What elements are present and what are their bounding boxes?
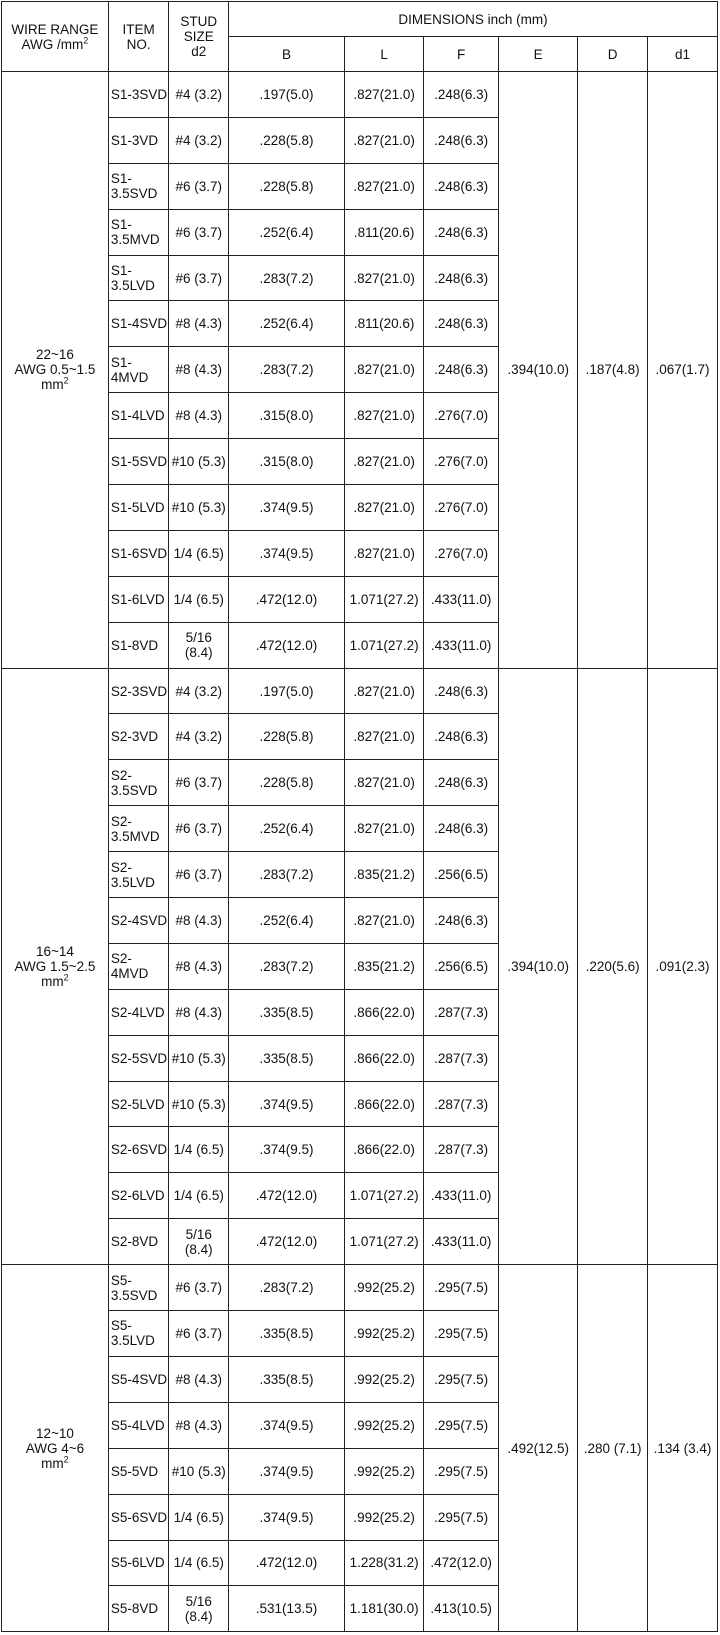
header-col-l: L bbox=[345, 37, 424, 72]
stud-size-cell: 1/4 (6.5) bbox=[169, 1173, 229, 1219]
stud-size-cell: 1/4 (6.5) bbox=[169, 1494, 229, 1540]
header-wire-range-unit: AWG /mm bbox=[21, 36, 84, 52]
dim-l-cell: .827(21.0) bbox=[345, 530, 424, 576]
stud-size-cell: 5/16 (8.4) bbox=[169, 622, 229, 668]
stud-size-cell: #10 (5.3) bbox=[169, 1448, 229, 1494]
dim-f-cell: .287(7.3) bbox=[424, 1127, 499, 1173]
dim-b-cell: .472(12.0) bbox=[229, 1219, 345, 1265]
dim-e-cell: .492(12.5) bbox=[499, 1265, 578, 1632]
stud-size-cell: #10 (5.3) bbox=[169, 485, 229, 531]
wire-range-unit: mm bbox=[41, 377, 64, 393]
stud-size-cell: #8 (4.3) bbox=[169, 393, 229, 439]
dim-b-cell: .252(6.4) bbox=[229, 301, 345, 347]
item-no-cell: S2-3.5LVD bbox=[108, 852, 169, 898]
dim-l-cell: .992(25.2) bbox=[345, 1448, 424, 1494]
item-no-cell: S1-4MVD bbox=[108, 347, 169, 393]
stud-size-cell: 1/4 (6.5) bbox=[169, 1540, 229, 1586]
dim-b-cell: .374(9.5) bbox=[229, 1402, 345, 1448]
wire-range-awg: 22~16 bbox=[35, 347, 74, 363]
stud-size-cell: #8 (4.3) bbox=[169, 301, 229, 347]
dim-f-cell: .295(7.5) bbox=[424, 1448, 499, 1494]
dim-d-cell: .187(4.8) bbox=[578, 72, 648, 669]
stud-size-cell: #10 (5.3) bbox=[169, 439, 229, 485]
table-row bbox=[2, 72, 718, 118]
dim-b-cell: .531(13.5) bbox=[229, 1586, 345, 1632]
dim-l-cell: .827(21.0) bbox=[345, 163, 424, 209]
item-no-cell: S2-4MVD bbox=[108, 943, 169, 989]
header-col-d1: d1 bbox=[648, 37, 718, 72]
dim-b-cell: .283(7.2) bbox=[229, 255, 345, 301]
item-no-cell: S1-5LVD bbox=[108, 485, 169, 531]
dim-l-cell: .827(21.0) bbox=[345, 760, 424, 806]
header-wire-range-label: WIRE RANGE bbox=[11, 21, 99, 37]
stud-size-cell: #6 (3.7) bbox=[169, 255, 229, 301]
item-no-cell: S2-6LVD bbox=[108, 1173, 169, 1219]
dim-b-cell: .335(8.5) bbox=[229, 989, 345, 1035]
dim-l-cell: .866(22.0) bbox=[345, 1127, 424, 1173]
wire-range-unit-sup: 2 bbox=[63, 1454, 69, 1465]
wire-range-cell bbox=[2, 72, 109, 669]
dim-l-cell: .992(25.2) bbox=[345, 1402, 424, 1448]
stud-size-cell: #6 (3.7) bbox=[169, 1265, 229, 1311]
dim-f-cell: .295(7.5) bbox=[424, 1265, 499, 1311]
stud-size-cell: 1/4 (6.5) bbox=[169, 576, 229, 622]
stud-size-cell: #6 (3.7) bbox=[169, 806, 229, 852]
table-body bbox=[2, 72, 718, 1632]
dim-b-cell: .374(9.5) bbox=[229, 1494, 345, 1540]
dim-l-cell: .827(21.0) bbox=[345, 255, 424, 301]
dim-l-cell: .866(22.0) bbox=[345, 1035, 424, 1081]
dim-b-cell: .315(8.0) bbox=[229, 393, 345, 439]
stud-size-cell: #8 (4.3) bbox=[169, 347, 229, 393]
wire-range-mm: AWG 4~6 bbox=[25, 1440, 85, 1456]
dim-b-cell: .335(8.5) bbox=[229, 1311, 345, 1357]
dim-f-cell: .248(6.3) bbox=[424, 117, 499, 163]
dim-l-cell: .992(25.2) bbox=[345, 1311, 424, 1357]
item-no-cell: S1-4SVD bbox=[108, 301, 169, 347]
dim-l-cell: .992(25.2) bbox=[345, 1356, 424, 1402]
item-no-cell: S5-3.5SVD bbox=[108, 1265, 169, 1311]
item-no-cell: S5-3.5LVD bbox=[108, 1311, 169, 1357]
dim-f-cell: .287(7.3) bbox=[424, 989, 499, 1035]
dim-b-cell: .374(9.5) bbox=[229, 530, 345, 576]
dim-f-cell: .248(6.3) bbox=[424, 714, 499, 760]
item-no-cell: S2-6SVD bbox=[108, 1127, 169, 1173]
dim-b-cell: .335(8.5) bbox=[229, 1356, 345, 1402]
item-no-cell: S1-6LVD bbox=[108, 576, 169, 622]
stud-size-cell: #8 (4.3) bbox=[169, 943, 229, 989]
stud-size-cell: #8 (4.3) bbox=[169, 989, 229, 1035]
header-stud-size-sub: d2 bbox=[191, 44, 207, 59]
item-no-cell: S2-3SVD bbox=[108, 668, 169, 714]
dim-d-cell: .220(5.6) bbox=[578, 668, 648, 1265]
dim-f-cell: .287(7.3) bbox=[424, 1035, 499, 1081]
stud-size-cell: #10 (5.3) bbox=[169, 1035, 229, 1081]
dim-f-cell: .433(11.0) bbox=[424, 576, 499, 622]
wire-range-cell bbox=[2, 1265, 109, 1632]
header-stud-size bbox=[169, 2, 229, 72]
item-no-cell: S5-4SVD bbox=[108, 1356, 169, 1402]
stud-size-cell: 1/4 (6.5) bbox=[169, 530, 229, 576]
dim-l-cell: 1.071(27.2) bbox=[345, 622, 424, 668]
dim-l-cell: .992(25.2) bbox=[345, 1265, 424, 1311]
stud-size-cell: #6 (3.7) bbox=[169, 209, 229, 255]
dim-l-cell: .827(21.0) bbox=[345, 72, 424, 118]
dim-l-cell: .827(21.0) bbox=[345, 668, 424, 714]
stud-size-cell: #8 (4.3) bbox=[169, 1356, 229, 1402]
dim-f-cell: .276(7.0) bbox=[424, 530, 499, 576]
item-no-cell: S2-3VD bbox=[108, 714, 169, 760]
dim-b-cell: .228(5.8) bbox=[229, 163, 345, 209]
wire-range-mm: AWG 0.5~1.5 bbox=[14, 362, 96, 378]
item-no-cell: S1-3.5SVD bbox=[108, 163, 169, 209]
stud-size-cell: #8 (4.3) bbox=[169, 1402, 229, 1448]
stud-size-cell: #4 (3.2) bbox=[169, 72, 229, 118]
table-header bbox=[2, 2, 718, 72]
dim-l-cell: 1.071(27.2) bbox=[345, 576, 424, 622]
dim-b-cell: .197(5.0) bbox=[229, 72, 345, 118]
stud-size-cell: 5/16 (8.4) bbox=[169, 1586, 229, 1632]
dim-f-cell: .276(7.0) bbox=[424, 439, 499, 485]
item-no-cell: S2-8VD bbox=[108, 1219, 169, 1265]
dim-f-cell: .248(6.3) bbox=[424, 301, 499, 347]
dim-l-cell: .866(22.0) bbox=[345, 989, 424, 1035]
item-no-cell: S2-4LVD bbox=[108, 989, 169, 1035]
stud-size-cell: #4 (3.2) bbox=[169, 714, 229, 760]
dim-b-cell: .374(9.5) bbox=[229, 1081, 345, 1127]
item-no-cell: S1-3.5LVD bbox=[108, 255, 169, 301]
dim-f-cell: .295(7.5) bbox=[424, 1402, 499, 1448]
dim-b-cell: .197(5.0) bbox=[229, 668, 345, 714]
header-item-no: ITEM NO. bbox=[108, 2, 169, 72]
dim-b-cell: .228(5.8) bbox=[229, 714, 345, 760]
dim-b-cell: .374(9.5) bbox=[229, 485, 345, 531]
dim-f-cell: .248(6.3) bbox=[424, 806, 499, 852]
dim-f-cell: .413(10.5) bbox=[424, 1586, 499, 1632]
dim-l-cell: .811(20.6) bbox=[345, 301, 424, 347]
dim-e-cell: .394(10.0) bbox=[499, 668, 578, 1265]
dim-l-cell: .827(21.0) bbox=[345, 393, 424, 439]
dim-l-cell: 1.071(27.2) bbox=[345, 1173, 424, 1219]
wire-range-awg: 12~10 bbox=[35, 1425, 74, 1441]
dim-e-cell: .394(10.0) bbox=[499, 72, 578, 669]
dim-f-cell: .248(6.3) bbox=[424, 898, 499, 944]
stud-size-cell: #4 (3.2) bbox=[169, 668, 229, 714]
dim-b-cell: .472(12.0) bbox=[229, 576, 345, 622]
dim-f-cell: .248(6.3) bbox=[424, 760, 499, 806]
item-no-cell: S1-3.5MVD bbox=[108, 209, 169, 255]
dim-l-cell: 1.228(31.2) bbox=[345, 1540, 424, 1586]
item-no-cell: S5-6SVD bbox=[108, 1494, 169, 1540]
terminal-dimensions-table bbox=[1, 1, 718, 1632]
header-wire-range bbox=[2, 2, 109, 72]
dim-f-cell: .295(7.5) bbox=[424, 1311, 499, 1357]
dim-f-cell: .248(6.3) bbox=[424, 255, 499, 301]
item-no-cell: S1-5SVD bbox=[108, 439, 169, 485]
dim-b-cell: .374(9.5) bbox=[229, 1127, 345, 1173]
header-dimensions: DIMENSIONS inch (mm) bbox=[229, 2, 718, 37]
dim-l-cell: .827(21.0) bbox=[345, 347, 424, 393]
header-stud-size-label: STUD SIZE bbox=[180, 14, 218, 44]
dim-b-cell: .283(7.2) bbox=[229, 347, 345, 393]
item-no-cell: S2-3.5MVD bbox=[108, 806, 169, 852]
table-row bbox=[2, 1265, 718, 1311]
wire-range-unit: mm bbox=[41, 973, 64, 989]
dim-f-cell: .276(7.0) bbox=[424, 393, 499, 439]
dim-l-cell: .835(21.2) bbox=[345, 943, 424, 989]
item-no-cell: S2-5SVD bbox=[108, 1035, 169, 1081]
dim-l-cell: 1.181(30.0) bbox=[345, 1586, 424, 1632]
item-no-cell: S5-4LVD bbox=[108, 1402, 169, 1448]
stud-size-cell: #6 (3.7) bbox=[169, 760, 229, 806]
dim-b-cell: .374(9.5) bbox=[229, 1448, 345, 1494]
stud-size-cell: #6 (3.7) bbox=[169, 852, 229, 898]
item-no-cell: S1-3VD bbox=[108, 117, 169, 163]
item-no-cell: S2-4SVD bbox=[108, 898, 169, 944]
header-col-e: E bbox=[499, 37, 578, 72]
dim-l-cell: .827(21.0) bbox=[345, 439, 424, 485]
dim-b-cell: .228(5.8) bbox=[229, 117, 345, 163]
dim-b-cell: .252(6.4) bbox=[229, 898, 345, 944]
dim-b-cell: .283(7.2) bbox=[229, 1265, 345, 1311]
dim-f-cell: .295(7.5) bbox=[424, 1494, 499, 1540]
dim-d1-cell: .067(1.7) bbox=[648, 72, 718, 669]
dim-l-cell: .827(21.0) bbox=[345, 714, 424, 760]
dim-f-cell: .295(7.5) bbox=[424, 1356, 499, 1402]
item-no-cell: S1-8VD bbox=[108, 622, 169, 668]
wire-range-awg: 16~14 bbox=[35, 943, 74, 959]
dim-f-cell: .248(6.3) bbox=[424, 163, 499, 209]
dim-b-cell: .283(7.2) bbox=[229, 852, 345, 898]
dim-b-cell: .472(12.0) bbox=[229, 1173, 345, 1219]
wire-range-unit-sup: 2 bbox=[63, 972, 69, 983]
dim-b-cell: .252(6.4) bbox=[229, 806, 345, 852]
item-no-cell: S5-8VD bbox=[108, 1586, 169, 1632]
dim-l-cell: .827(21.0) bbox=[345, 806, 424, 852]
dim-d1-cell: .091(2.3) bbox=[648, 668, 718, 1265]
header-col-b: B bbox=[229, 37, 345, 72]
stud-size-cell: 1/4 (6.5) bbox=[169, 1127, 229, 1173]
dim-b-cell: .315(8.0) bbox=[229, 439, 345, 485]
header-col-d: D bbox=[578, 37, 648, 72]
item-no-cell: S1-4LVD bbox=[108, 393, 169, 439]
dim-f-cell: .287(7.3) bbox=[424, 1081, 499, 1127]
dim-l-cell: .827(21.0) bbox=[345, 485, 424, 531]
dim-l-cell: .866(22.0) bbox=[345, 1081, 424, 1127]
stud-size-cell: #6 (3.7) bbox=[169, 1311, 229, 1357]
stud-size-cell: #6 (3.7) bbox=[169, 163, 229, 209]
dim-f-cell: .256(6.5) bbox=[424, 943, 499, 989]
dim-l-cell: .811(20.6) bbox=[345, 209, 424, 255]
wire-range-cell bbox=[2, 668, 109, 1265]
dim-b-cell: .472(12.0) bbox=[229, 622, 345, 668]
wire-range-unit: mm bbox=[41, 1455, 64, 1471]
stud-size-cell: #4 (3.2) bbox=[169, 117, 229, 163]
dim-l-cell: .835(21.2) bbox=[345, 852, 424, 898]
item-no-cell: S2-5LVD bbox=[108, 1081, 169, 1127]
dim-f-cell: .472(12.0) bbox=[424, 1540, 499, 1586]
stud-size-cell: #8 (4.3) bbox=[169, 898, 229, 944]
item-no-cell: S1-3SVD bbox=[108, 72, 169, 118]
dim-b-cell: .228(5.8) bbox=[229, 760, 345, 806]
wire-range-mm: AWG 1.5~2.5 bbox=[14, 958, 96, 974]
dim-f-cell: .433(11.0) bbox=[424, 1219, 499, 1265]
dim-f-cell: .433(11.0) bbox=[424, 622, 499, 668]
dim-f-cell: .248(6.3) bbox=[424, 347, 499, 393]
dim-b-cell: .283(7.2) bbox=[229, 943, 345, 989]
stud-size-cell: #10 (5.3) bbox=[169, 1081, 229, 1127]
dim-f-cell: .248(6.3) bbox=[424, 668, 499, 714]
dim-d-cell: .280 (7.1) bbox=[578, 1265, 648, 1632]
dim-f-cell: .248(6.3) bbox=[424, 72, 499, 118]
item-no-cell: S5-5VD bbox=[108, 1448, 169, 1494]
item-no-cell: S5-6LVD bbox=[108, 1540, 169, 1586]
table-row bbox=[2, 668, 718, 714]
dim-l-cell: .827(21.0) bbox=[345, 898, 424, 944]
dim-d1-cell: .134 (3.4) bbox=[648, 1265, 718, 1632]
dim-f-cell: .248(6.3) bbox=[424, 209, 499, 255]
header-col-f: F bbox=[424, 37, 499, 72]
stud-size-cell: 5/16 (8.4) bbox=[169, 1219, 229, 1265]
item-no-cell: S2-3.5SVD bbox=[108, 760, 169, 806]
dim-f-cell: .433(11.0) bbox=[424, 1173, 499, 1219]
dim-f-cell: .256(6.5) bbox=[424, 852, 499, 898]
dim-l-cell: 1.071(27.2) bbox=[345, 1219, 424, 1265]
dim-l-cell: .992(25.2) bbox=[345, 1494, 424, 1540]
dim-b-cell: .252(6.4) bbox=[229, 209, 345, 255]
wire-range-unit-sup: 2 bbox=[63, 375, 69, 386]
item-no-cell: S1-6SVD bbox=[108, 530, 169, 576]
dim-b-cell: .472(12.0) bbox=[229, 1540, 345, 1586]
dim-b-cell: .335(8.5) bbox=[229, 1035, 345, 1081]
header-wire-range-unit-sup: 2 bbox=[83, 35, 89, 45]
dim-f-cell: .276(7.0) bbox=[424, 485, 499, 531]
dim-l-cell: .827(21.0) bbox=[345, 117, 424, 163]
